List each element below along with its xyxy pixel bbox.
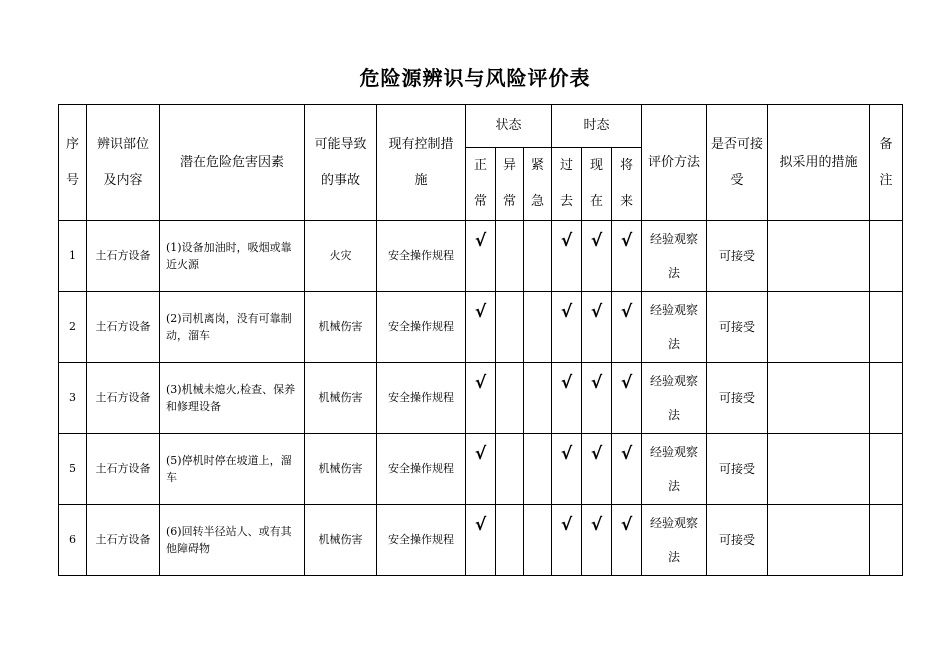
check-normal: √ xyxy=(466,292,496,363)
check-past: √ xyxy=(552,292,582,363)
check-future: √ xyxy=(612,292,642,363)
cell-abnormal xyxy=(496,505,524,576)
header-state-abnormal: 异 常 xyxy=(496,148,524,221)
check-past: √ xyxy=(552,434,582,505)
row-hazard: (3)机械未熄火,检查、保养和修理设备 xyxy=(160,363,305,434)
check-normal: √ xyxy=(466,434,496,505)
row-control: 安全操作规程 xyxy=(377,363,466,434)
table-row xyxy=(59,434,903,505)
row-location: 土石方设备 xyxy=(87,292,160,363)
header-measures: 拟采用的措施 xyxy=(768,105,870,221)
row-measures xyxy=(768,363,870,434)
row-accident: 机械伤害 xyxy=(305,434,377,505)
header-state-emergency: 紧 急 xyxy=(524,148,552,221)
header-acceptable: 是否可接 受 xyxy=(707,105,768,221)
table-row xyxy=(59,363,903,434)
row-remarks xyxy=(870,292,903,363)
cell-emergency xyxy=(524,363,552,434)
cell-emergency xyxy=(524,221,552,292)
check-past: √ xyxy=(552,221,582,292)
header-location: 辨识部位 及内容 xyxy=(87,105,160,221)
row-acceptable: 可接受 xyxy=(707,363,768,434)
check-future: √ xyxy=(612,363,642,434)
row-seq: 2 xyxy=(59,292,87,363)
row-acceptable: 可接受 xyxy=(707,221,768,292)
check-present: √ xyxy=(582,363,612,434)
row-method: 经验观察 法 xyxy=(642,363,707,434)
cell-abnormal xyxy=(496,221,524,292)
row-hazard: (5)停机时停在坡道上，溜车 xyxy=(160,434,305,505)
row-remarks xyxy=(870,434,903,505)
table-row xyxy=(59,292,903,363)
header-tense-present: 现 在 xyxy=(582,148,612,221)
row-location: 土石方设备 xyxy=(87,434,160,505)
check-normal: √ xyxy=(466,363,496,434)
row-remarks xyxy=(870,505,903,576)
check-past: √ xyxy=(552,363,582,434)
check-normal: √ xyxy=(466,221,496,292)
row-location: 土石方设备 xyxy=(87,363,160,434)
header-state-normal: 正 常 xyxy=(466,148,496,221)
row-control: 安全操作规程 xyxy=(377,292,466,363)
header-row-1 xyxy=(59,105,903,148)
row-hazard: (2)司机离岗，没有可靠制动，溜车 xyxy=(160,292,305,363)
check-present: √ xyxy=(582,434,612,505)
row-method: 经验观察 法 xyxy=(642,505,707,576)
row-seq: 5 xyxy=(59,434,87,505)
row-location: 土石方设备 xyxy=(87,221,160,292)
cell-emergency xyxy=(524,434,552,505)
row-measures xyxy=(768,221,870,292)
row-control: 安全操作规程 xyxy=(377,221,466,292)
row-control: 安全操作规程 xyxy=(377,505,466,576)
check-future: √ xyxy=(612,434,642,505)
cell-abnormal xyxy=(496,434,524,505)
cell-abnormal xyxy=(496,292,524,363)
header-seq: 序 号 xyxy=(59,105,87,221)
header-tense-future: 将 来 xyxy=(612,148,642,221)
row-method: 经验观察 法 xyxy=(642,434,707,505)
table-row xyxy=(59,221,903,292)
row-accident: 机械伤害 xyxy=(305,505,377,576)
header-hazard: 潜在危险危害因素 xyxy=(160,105,305,221)
row-accident: 机械伤害 xyxy=(305,363,377,434)
row-measures xyxy=(768,505,870,576)
cell-abnormal xyxy=(496,363,524,434)
row-seq: 3 xyxy=(59,363,87,434)
table-row xyxy=(59,505,903,576)
row-method: 经验观察 法 xyxy=(642,292,707,363)
row-hazard: (1)设备加油时，吸烟或靠近火源 xyxy=(160,221,305,292)
header-remarks: 备 注 xyxy=(870,105,903,221)
check-present: √ xyxy=(582,505,612,576)
check-past: √ xyxy=(552,505,582,576)
check-future: √ xyxy=(612,505,642,576)
row-acceptable: 可接受 xyxy=(707,292,768,363)
row-acceptable: 可接受 xyxy=(707,434,768,505)
header-tense-past: 过 去 xyxy=(552,148,582,221)
row-remarks xyxy=(870,363,903,434)
risk-assessment-table xyxy=(58,104,903,576)
row-method: 经验观察 法 xyxy=(642,221,707,292)
row-control: 安全操作规程 xyxy=(377,434,466,505)
header-method: 评价方法 xyxy=(642,105,707,221)
row-location: 土石方设备 xyxy=(87,505,160,576)
row-remarks xyxy=(870,221,903,292)
cell-emergency xyxy=(524,292,552,363)
row-accident: 火灾 xyxy=(305,221,377,292)
check-present: √ xyxy=(582,221,612,292)
row-hazard: (6)回转半径站人、或有其他障碍物 xyxy=(160,505,305,576)
cell-emergency xyxy=(524,505,552,576)
header-control: 现有控制措 施 xyxy=(377,105,466,221)
row-accident: 机械伤害 xyxy=(305,292,377,363)
row-measures xyxy=(768,292,870,363)
row-measures xyxy=(768,434,870,505)
header-accident: 可能导致 的事故 xyxy=(305,105,377,221)
check-normal: √ xyxy=(466,505,496,576)
row-seq: 6 xyxy=(59,505,87,576)
row-seq: 1 xyxy=(59,221,87,292)
check-future: √ xyxy=(612,221,642,292)
header-tense: 时态 xyxy=(552,105,642,148)
page-title: 危险源辨识与风险评价表 xyxy=(359,66,591,90)
check-present: √ xyxy=(582,292,612,363)
row-acceptable: 可接受 xyxy=(707,505,768,576)
header-state: 状态 xyxy=(466,105,552,148)
